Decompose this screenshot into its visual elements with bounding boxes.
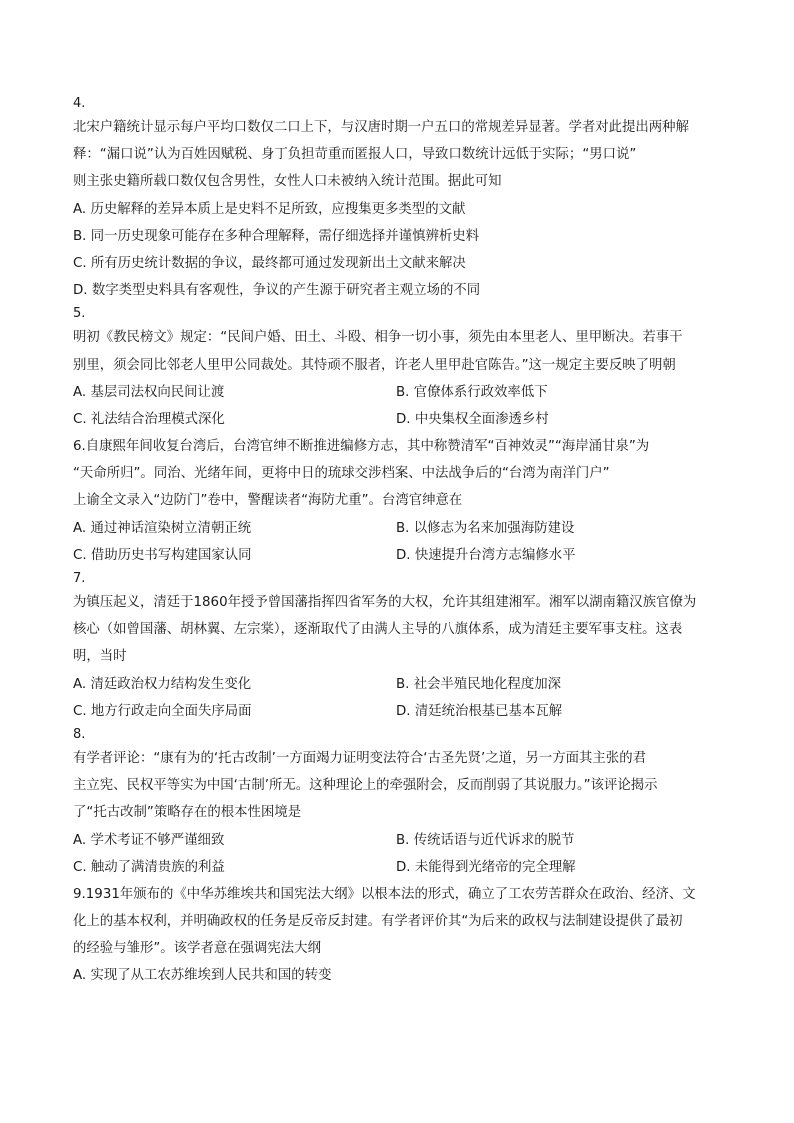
question-number: 4. — [73, 96, 86, 111]
option-row — [73, 827, 733, 854]
question-number: 8. — [73, 726, 86, 742]
question-5 — [73, 304, 733, 433]
option-c: C. 所有历史统计数据的争议，最终都可通过发现新出土文献来解决 — [73, 255, 466, 271]
option-d: D. 中央集权全面渗透乡村 — [396, 411, 549, 427]
option-row — [73, 671, 733, 698]
option-b: B. 官僚体系行政效率低下 — [396, 384, 548, 400]
question-stem-line: 则主张史籍所载口数仅包含男性，女性人口未被纳入统计范围。据此可知 — [73, 174, 502, 190]
option-c: C. 地方行政走向全面失序局面 — [73, 703, 252, 719]
option-b: B. 传统话语与近代诉求的脱节 — [396, 832, 575, 848]
exam-page — [73, 94, 733, 990]
question-9 — [73, 881, 733, 990]
option-row — [73, 379, 733, 406]
option-a: A. 清廷政治权力结构发生变化 — [73, 676, 252, 692]
question-number: 7. — [73, 571, 86, 586]
option-row — [73, 854, 733, 881]
question-number: 5. — [73, 306, 86, 322]
question-stem-line: 化上的基本权利，并明确政权的任务是反帝反封建。有学者评价其“为后来的政权与法制建设提供了最初 — [73, 914, 683, 930]
question-8 — [73, 725, 733, 881]
option-b: B. 社会半殖民地化程度加深 — [396, 676, 561, 692]
question-stem-line: 核心（如曾国藩、胡林翼、左宗棠），逐渐取代了由满人主导的八旗体系，成为清廷主要军事支柱。这表 — [73, 622, 683, 638]
option-row — [73, 542, 733, 569]
option-a: A. 通过神话渲染树立清朝正统 — [73, 520, 252, 536]
option-d: D. 清廷统治根基已基本瓦解 — [396, 703, 563, 719]
option-a: A. 历史解释的差异本质上是史料不足所致，应搜集更多类型的文献 — [73, 201, 466, 217]
question-stem-line: 的经验与雏形”。该学者意在强调宪法大纲 — [73, 941, 321, 957]
question-stem-line: 了“托古改制”策略存在的根本性困境是 — [73, 805, 302, 821]
question-stem-line: 9.1931年颁布的《中华苏维埃共和国宪法大纲》以根本法的形式，确立了工农劳苦群众在政治、经济、文 — [73, 886, 696, 902]
option-c: C. 借助历史书写构建国家认同 — [73, 547, 252, 563]
question-stem-line: 北宋户籍统计显示每户平均口数仅二口上下，与汉唐时期一户五口的常规差异显著。学者对此提出两种解 — [73, 120, 689, 135]
option-b: B. 同一历史现象可能存在多种合理解释，需仔细选择并谨慎辨析史料 — [73, 228, 480, 244]
option-d: D. 未能得到光绪帝的完全理解 — [396, 859, 576, 875]
question-stem-line: 主立宪、民权平等实为中国‘古制’所无。这种理论上的牵强附会，反而削弱了其说服力。”该评论揭示 — [73, 778, 658, 794]
question-stem-line: 上谕全文录入“边防门”卷中，警醒读者“海防尤重”。台湾官绅意在 — [73, 493, 463, 509]
option-row — [73, 698, 733, 725]
question-stem-line: 有学者评论：“康有为的‘托古改制’一方面竭力证明变法符合‘古圣先贤’之道，另一方面其主张的君 — [73, 750, 646, 766]
question-stem-line: 别里，须会同比邻老人里甲公同裁处。其恃顽不服者，许老人里甲赴官陈告。”这一规定主要反映了明朝 — [73, 357, 676, 373]
option-row — [73, 406, 733, 433]
question-stem-line: 6.自康熙年间收复台湾后，台湾官绅不断推进编修方志，其中称赞清军“百神效灵”“海岸涌甘泉”为 — [73, 439, 650, 455]
question-stem-line: 释：“漏口说”认为百姓因赋税、身丁负担苛重而匿报人口，导致口数统计远低于实际；“男口说” — [73, 147, 637, 163]
option-a: A. 实现了从工农苏维埃到人民共和国的转变 — [73, 968, 332, 984]
question-4 — [73, 94, 733, 304]
option-a: A. 学术考证不够严谨细致 — [73, 832, 225, 848]
option-a: A. 基层司法权向民间让渡 — [73, 384, 225, 400]
option-d: D. 数字类型史料具有客观性，争议的产生源于研究者主观立场的不同 — [73, 283, 481, 299]
question-stem-line: 明，当时 — [73, 649, 127, 665]
question-6 — [73, 433, 733, 569]
option-c: C. 触动了满清贵族的利益 — [73, 859, 225, 875]
option-d: D. 快速提升台湾方志编修水平 — [396, 547, 576, 563]
question-7 — [73, 569, 733, 725]
question-stem-line: 为镇压起义，清廷于1860年授予曾国藩指挥四省军务的大权，允许其组建湘军。湘军以湖南籍汉族官僚为 — [73, 595, 697, 610]
question-stem-line: “天命所归”。同治、光绪年间，更将中日的琉球交涉档案、中法战争后的“台湾为南洋门户” — [73, 466, 610, 482]
option-row — [73, 515, 733, 542]
question-stem-line: 明初《教民榜文》规定：“民间户婚、田土、斗殴、相争一切小事，须先由本里老人、里甲断决。若事干 — [73, 330, 683, 346]
option-b: B. 以修志为名来加强海防建设 — [396, 520, 575, 536]
option-c: C. 礼法结合治理模式深化 — [73, 411, 225, 427]
